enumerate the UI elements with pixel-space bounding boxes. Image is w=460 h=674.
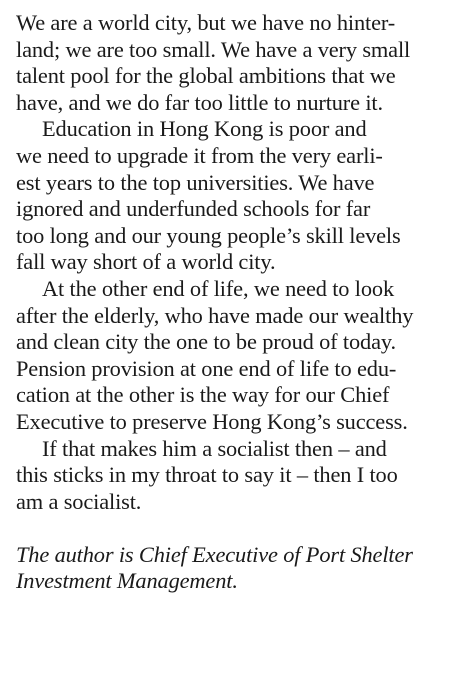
text-line: Pension provision at one end of life to edu- [16, 355, 397, 381]
text-line: after the elderly, who have made our wealthy [16, 302, 414, 328]
text-line: talent pool for the global ambitions that we [16, 63, 396, 89]
text-line: we need to upgrade it from the very earli- [16, 142, 383, 168]
text-line: am a socialist. [16, 488, 142, 514]
text-line: At the other end of life, we need to look [42, 275, 394, 301]
blank-line [16, 515, 456, 542]
credit-line: Investment Management. [16, 568, 238, 594]
text-line: est years to the top universities. We have [16, 169, 375, 195]
text-line: Education in Hong Kong is poor and [42, 116, 367, 142]
credit-line: The author is Chief Executive of Port Shelter [16, 541, 413, 567]
text-line: and clean city the one to be proud of today. [16, 329, 396, 355]
paragraph-2 [16, 116, 456, 276]
text-line: cation at the other is the way for our Chief [16, 382, 390, 408]
text-line: fall way short of a world city. [16, 249, 276, 275]
article-body [16, 10, 456, 595]
text-line: ignored and underfunded schools for far [16, 196, 371, 222]
text-line: If that makes him a socialist then – and [42, 435, 387, 461]
text-line: Executive to preserve Hong Kong’s success. [16, 408, 408, 434]
text-line: We are a world city, but we have no hinter- [16, 10, 396, 35]
text-line: this sticks in my throat to say it – then I too [16, 462, 398, 488]
paragraph-3 [16, 276, 456, 436]
text-line: too long and our young people’s skill levels [16, 222, 401, 248]
text-line: have, and we do far too little to nurture it. [16, 89, 383, 115]
text-line: land; we are too small. We have a very small [16, 36, 411, 62]
paragraph-1 [16, 10, 456, 116]
paragraph-4 [16, 436, 456, 516]
author-credit [16, 542, 456, 595]
